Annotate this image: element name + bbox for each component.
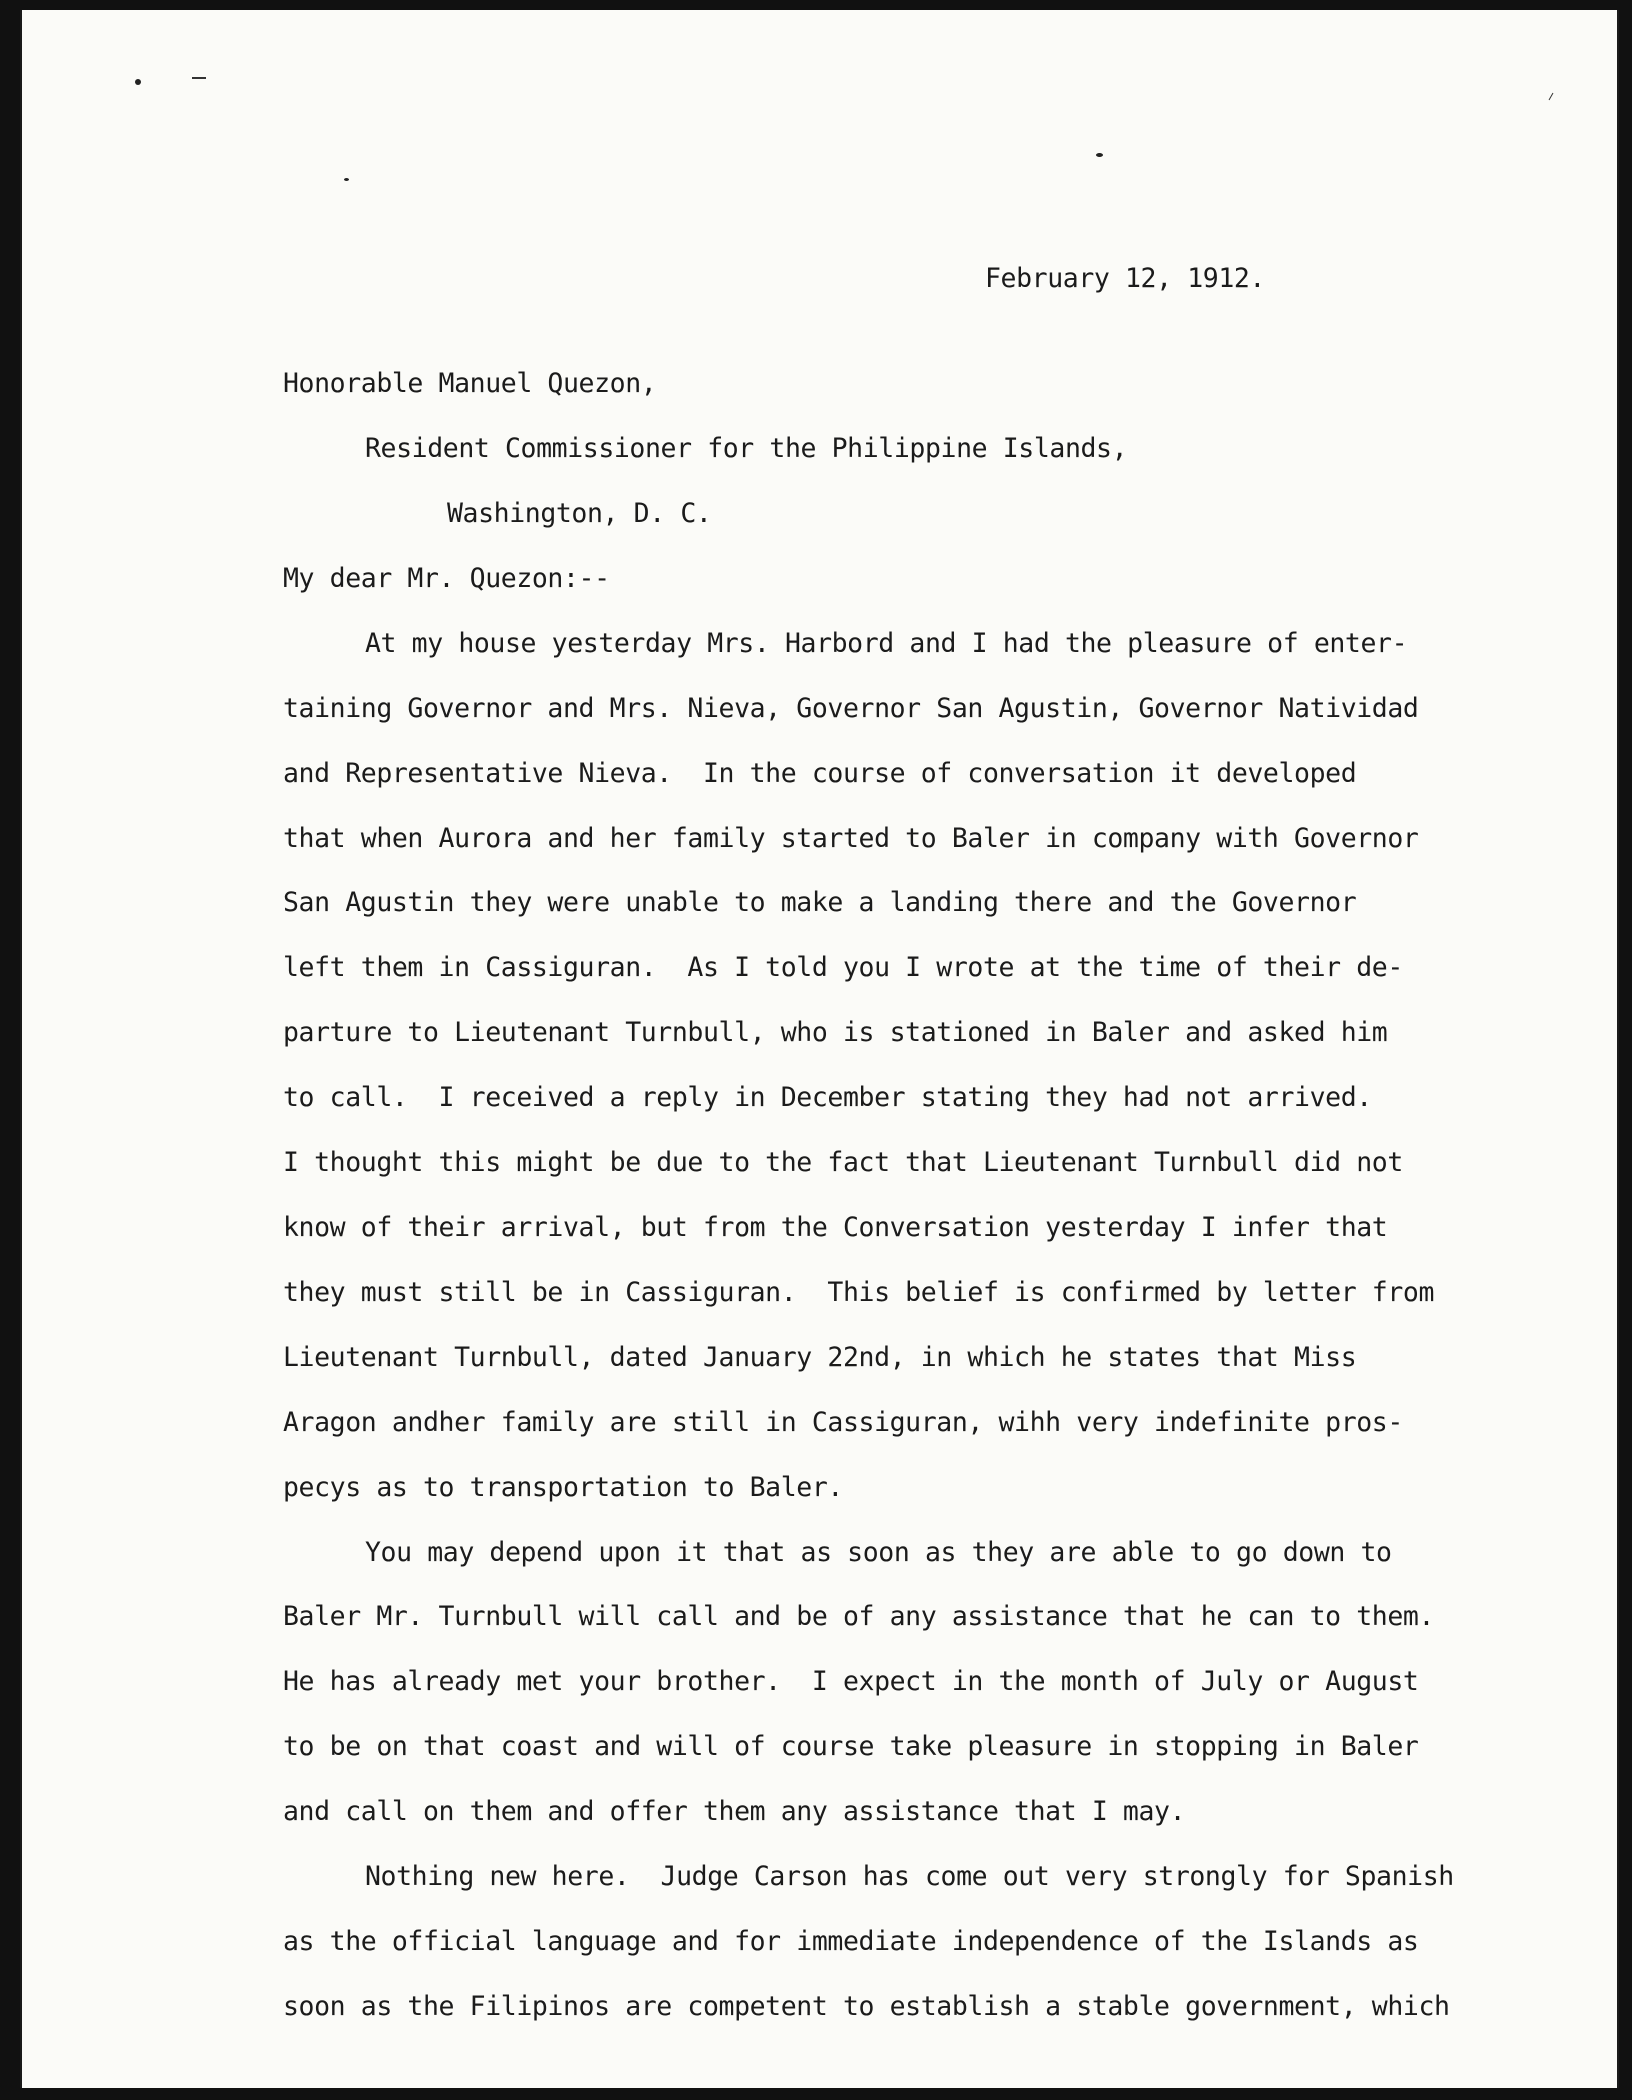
ink-speck	[344, 178, 349, 181]
body-line: He has already met your brother. I expect in the month of July or August	[283, 1666, 1419, 1697]
body-line: as the official language and for immediate independence of the Islands as	[283, 1926, 1419, 1957]
salutation: My dear Mr. Quezon:--	[283, 563, 610, 594]
body-line: taining Governor and Mrs. Nieva, Governor San Agustin, Governor Natividad	[283, 693, 1419, 724]
body-line: soon as the Filipinos are competent to establish a stable government, which	[283, 1991, 1450, 2022]
body-line: Nothing new here. Judge Carson has come out very strongly for Spanish	[365, 1861, 1454, 1892]
body-line: Baler Mr. Turnbull will call and be of any assistance that he can to them.	[283, 1601, 1435, 1632]
body-line: pecys as to transportation to Baler.	[283, 1472, 843, 1503]
pencil-tick-mark	[1549, 93, 1554, 100]
body-line: parture to Lieutenant Turnbull, who is stationed in Baler and asked him	[283, 1017, 1388, 1048]
body-line: I thought this might be due to the fact that Lieutenant Turnbull did not	[283, 1147, 1403, 1178]
body-line: to be on that coast and will of course take pleasure in stopping in Baler	[283, 1731, 1419, 1762]
body-line: and Representative Nieva. In the course of conversation it developed	[283, 758, 1357, 789]
body-line: that when Aurora and her family started to Baler in company with Governor	[283, 823, 1419, 854]
letter-page	[20, 10, 1619, 2088]
body-line: left them in Cassiguran. As I told you I wrote at the time of their de-	[283, 952, 1403, 983]
body-line: they must still be in Cassiguran. This belief is confirmed by letter from	[283, 1277, 1435, 1308]
body-line: know of their arrival, but from the Conversation yesterday I infer that	[283, 1212, 1388, 1243]
ink-mark	[192, 77, 206, 79]
body-line: At my house yesterday Mrs. Harbord and I had the pleasure of enter-	[365, 628, 1408, 659]
recipient-title: Resident Commissioner for the Philippine Islands,	[365, 433, 1128, 464]
ink-speck	[135, 79, 141, 85]
recipient-name: Honorable Manuel Quezon,	[283, 368, 657, 399]
ink-speck	[1096, 153, 1103, 157]
body-line: You may depend upon it that as soon as they are able to go down to	[365, 1537, 1392, 1568]
letter-date: February 12, 1912.	[985, 263, 1265, 294]
body-line: San Agustin they were unable to make a landing there and the Governor	[283, 887, 1357, 918]
body-line: and call on them and offer them any assistance that I may.	[283, 1796, 1186, 1827]
body-line: to call. I received a reply in December stating they had not arrived.	[283, 1082, 1372, 1113]
body-line: Aragon andher family are still in Cassiguran, wihh very indefinite pros-	[283, 1407, 1403, 1438]
body-line: Lieutenant Turnbull, dated January 22nd, in which he states that Miss	[283, 1342, 1357, 1373]
recipient-city: Washington, D. C.	[447, 498, 712, 529]
